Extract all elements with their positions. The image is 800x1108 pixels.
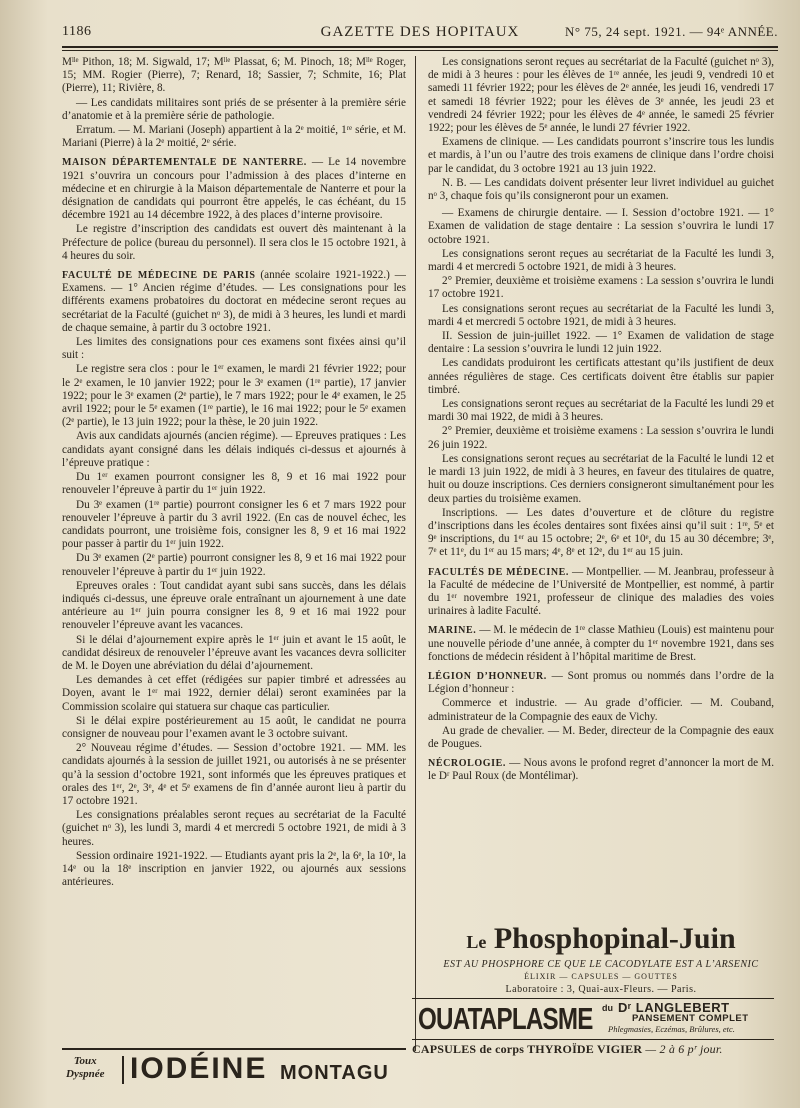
section-heading-marine: MARINE. [428, 625, 477, 637]
article-paragraph: Le registre d’inscription des candidats est ouvert dès maintenant à la Préfecture de police (bureau du personnel). Il sera clos le 15 octobre 1921, à 4 heures du soir. [62, 223, 406, 262]
ad-iod-lab: MONTAGU [280, 1062, 389, 1084]
article-paragraph: Du 1ᵉʳ examen pourront consigner les 8, 9 et 16 mai 1922 pour renouveler l’épreuve à partir du 1ᵉʳ juin 1922. [62, 471, 406, 497]
section-body: (année scolaire 1921-1922.) — Examens. — 1° Ancien régime d’études. — Les consignations pour les différents examens probatoires du doctorat en médecine seront reçues au secrétariat de la Faculté (guichet nᵒ 3), de midi à 3 heures, les lundi et mardi de chaque semaine, à partir du 3 octobre 1921. [62, 269, 406, 334]
article-paragraph: Les limites des consignations pour ces examens sont fixées ainsi qu’il suit : [62, 336, 406, 362]
section-body: — Sont promus ou nommés dans l’ordre de la Légion d’honneur : [428, 669, 774, 696]
ad-iod-name: IODÉINE [130, 1052, 268, 1085]
section-body: — M. le médecin de 1ʳᵉ classe Mathieu (Louis) est maintenu pour une nouvelle période d’une année, à compter du 1ᵉʳ novembre 1921, dans ses fonctions de médecin résident à l’hôpital maritime de Brest. [428, 624, 774, 663]
ad-iod-symptoms [66, 1055, 105, 1081]
article-paragraph: Du 3ᵉ examen (2ᵉ partie) pourront consigner les 8, 9 et 16 mai 1922 pour renouveler l’épreuve à partir du 1ᵉʳ juin 1922. [62, 552, 406, 578]
ad-phos-le: Le [466, 932, 487, 952]
section-body: — Montpellier. — M. Jeanbrau, professeur à la Faculté de médecine de l’Université de Montpellier, est nommé, à partir du 1ᵉʳ novembre 1921, professeur de clinique des maladies des voies urinaires à ladite Faculté. [428, 565, 774, 618]
section-heading-facultes: FACULTÉS DE MÉDECINE. [428, 566, 570, 578]
article-paragraph: Les consignations préalables seront reçues au secrétariat de la Faculté (guichet nᵒ 3), les lundi 3, mardi 4 et mercredi 5 octobre 1921, de midi à 3 heures. [62, 809, 406, 848]
article-paragraph: Du 3ᵉ examen (1ʳᵉ partie) pourront consigner les 6 et 7 mars 1922 pour renouveler l’épreuve à partir du 3 avril 1922. (En cas de nouvel échec, les candidats pourront, une troisième fois, consigner les 8, 9 et 16 mai 1922 pour passer à partir du 1ᵉʳ juin 1922. [62, 498, 406, 551]
ad-iodeine [62, 1048, 406, 1090]
article-paragraph: Mˡˡᵉ Pithon, 18; M. Sigwald, 17; Mˡˡᵉ Plassat, 6; M. Pinoch, 18; Mˡˡᵉ Roger, 15; MM. Rogier (Pierre), 7; Renard, 18; Sassier, 7; Schmite, 16; Plat (Pierre), 11; Rivière, 8. [62, 56, 406, 95]
article-paragraph: Le registre sera clos : pour le 1ᵉʳ examen, le mardi 21 février 1922; pour le 2ᵉ examen, le 10 janvier 1922; pour le 3ᵉ examen (1ʳᵉ partie), 17 janvier 1922; pour le 3ᵉ examen (2ᵉ partie), le 7 mars 1922; pour le 4ᵉ examen, le 25 avril 1922; pour le 5ᵉ examen (1ʳᵉ partie), le 16 mai 1922; pour le 5ᵉ examen (2ᵉ partie), le 13 juin 1922; pour la thèse, le 20 juin 1922. [62, 363, 406, 429]
column-divider [415, 56, 416, 1051]
section-heading-necrologie: NÉCROLOGIE. [428, 758, 507, 770]
header-rule-thin [62, 50, 778, 51]
ad-caps-dose: — 2 à 6 pʳ jour. [645, 1042, 723, 1056]
ad-ouata-doctor: Dʳ LANGLEBERT [618, 1000, 730, 1015]
section-heading-legion: LÉGION D’HONNEUR. [428, 670, 547, 682]
ad-iod-symptom: Toux [73, 1055, 97, 1067]
article-paragraph: 2° Nouveau régime d’études. — Session d’octobre 1921. — MM. les candidats ajournés à la session de juillet 1921, ou autorisés à ne se présenter qu’à la session d’octobre 1921, sont informés que les épreuves pratiques et orales des 1ᵉʳ, 2ᵉ, 3ᵉ, 4ᵉ et 5ᵉ examens de fin d’année auront lieu à partir du 17 octobre 1921. [62, 742, 406, 807]
section-heading-nanterre: MAISON DÉPARTEMENTALE DE NANTERRE. [62, 157, 307, 169]
article-paragraph: Au grade de chevalier. — M. Beder, directeur de la Compagnie des eaux de Pougues. [428, 724, 774, 750]
section-body: — Le 14 novembre 1921 s’ouvrira un concours pour l’admission à des places d’interne en médecine et en chirurgie à la Maison départementale de Nanterre et pour la désignation de candidats qui pourront être appelés, le cas échéant, du 15 décembre 1921 au 14 décembre 1922, à des places d’interne provisoire. [62, 156, 406, 222]
article-paragraph: — Examens de chirurgie dentaire. — I. Session d’octobre 1921. — 1° Examen de validation de stage dentaire : La session s’ouvrira le lundi 17 octobre 1921. [428, 207, 774, 246]
ad-phos-tagline: EST AU PHOSPHORE CE QUE LE CACODYLATE EST A L’ARSENIC [443, 959, 759, 970]
article-paragraph: Les consignations seront reçues au secrétariat de la Faculté les lundi 3, mardi 4 et mercredi 5 octobre 1921, de midi à 3 heures. [428, 302, 774, 328]
article-paragraph: Epreuves orales : Tout candidat ayant subi sans succès, dans les délais indiqués ci-dessus, une épreuve orale entraînant un ajournement à une date antérieure au 1ᵉʳ juin pourra consigner les 8, 9 et 16 mai 1922 pour renouveler l’épreuve avant les vacances. [62, 579, 406, 632]
ad-ouata-du: du [602, 1003, 613, 1013]
article-paragraph: Avis aux candidats ajournés (ancien régime). — Epreuves pratiques : Les candidats ayant consigné dans les délais indiqués ci-dessus et ajournés à l’épreuve pratique : [62, 430, 406, 469]
header-rule-thick [62, 46, 778, 48]
ad-iod-symptom: Dyspnée [66, 1068, 105, 1080]
ad-phos-lab: Laboratoire : 3, Quai-aux-Fleurs. — Paris. [505, 984, 697, 995]
ad-iod-divider [122, 1056, 124, 1084]
ad-ouata-uses: Phlegmasies, Eczémas, Brûlures, etc. [608, 1024, 735, 1034]
ad-phos-forms: ÉLIXIR — CAPSULES — GOUTTES [524, 972, 678, 981]
article-paragraph: Inscriptions. — Les dates d’ouverture et de clôture du registre d’inscriptions dans les écoles dentaires sont fixées ainsi qu’il suit : 1ʳᵉ, 5ᵉ et 9ᵉ inscriptions, du 1ᵉʳ au 15 octobre; 2ᵉ, 6ᵉ et 10ᵉ, du 15 au 30 décembre; 3ᵉ, 7ᵉ et 11ᵉ, du 1ᵉʳ au 15 mars; 4ᵉ, 8ᵉ et 12ᵉ, du 1ᵉʳ au 15 juin. [428, 506, 774, 559]
article-paragraph: Erratum. — M. Mariani (Joseph) appartient à la 2ᵉ moitié, 1ʳᵉ série, et M. Mariani (Pierre) à la 2ᵉ moitié, 2ᵉ série. [62, 124, 406, 150]
article-paragraph: Les consignations seront reçues au secrétariat de la Faculté les lundi 3, mardi 4 et mercredi 5 octobre 1921, de midi à 3 heures. [428, 247, 774, 274]
article-paragraph: 2° Premier, deuxième et troisième examens : La session s’ouvrira le lundi 17 octobre 1921. [428, 275, 774, 301]
article-paragraph: Les consignations seront reçues au secrétariat de la Faculté les lundi 29 et mardi 30 mai 1922, de midi à 3 heures. [428, 398, 774, 424]
section-heading-faculte: FACULTÉ DE MÉDECINE DE PARIS [62, 270, 256, 282]
ad-phosphopinal [428, 922, 774, 998]
section-body: — Nous avons le profond regret d’annoncer la mort de M. le Dʳ Paul Roux (de Montélimar). [428, 757, 774, 783]
ad-ouata-pansement: PANSEMENT COMPLET [632, 1013, 749, 1024]
article-paragraph: Les consignations seront reçues au secrétariat de la Faculté (guichet nᵒ 3), de midi à 3 heures : pour les élèves de 1ʳᵉ année, les jeudi 9, vendredi 10 et samedi 11 février 1922; pour les élèves de 2ᵉ année, les jeudi 16, vendredi 17 et samedi 18 février 1922; pour les élèves de 3ᵉ année, les jeudi 23 et vendredi 24 février 1922; pour les élèves de 4ᵉ année, le samedi 25 février 1922; pour les élèves de 5ᵉ année, le lundi 27 février 1922. [428, 56, 774, 135]
article-paragraph: Examens de clinique. — Les candidats pourront s’inscrire tous les lundis et mardis, à l’un ou l’autre des trois examens de clinique dans l’ordre choisi par le candidat, du 3 octobre 1921 au 13 juin 1922. [428, 136, 774, 175]
page-number: 1186 [62, 24, 92, 39]
ad-phos-brand: Phosphopinal-Juin [493, 922, 736, 955]
article-paragraph: Commerce et industrie. — Au grade d’officier. — M. Couband, administrateur de la Compagnie des eaux de Vichy. [428, 697, 774, 723]
article-paragraph: Si le délai d’ajournement expire après le 1ᵉʳ juin et avant le 15 août, le candidat désireux de renouveler l’épreuve avant les vacances devra solliciter de M. le Doyen une abréviation du délai d’ajournement. [62, 633, 406, 672]
ad-ouata-name: OUATAPLASME [418, 1001, 593, 1036]
right-column [428, 56, 774, 918]
left-column [62, 56, 406, 1046]
page-header [62, 20, 778, 46]
ad-capsules-thyroide [412, 1042, 774, 1058]
ad-caps-main: CAPSULES de corps THYROÏDE VIGIER [412, 1042, 643, 1056]
article-paragraph: Les consignations seront reçues au secrétariat de la Faculté le lundi 12 et le mardi 13 juin 1922, de midi à 3 heures, en faveur des titulaires de quatre, huit ou douze inscriptions. Ces derniers consigneront simultanément pour les deux parties du troisième examen. [428, 452, 774, 505]
issue-line: N° 75, 24 sept. 1921. — 94ᵉ ANNÉE. [565, 24, 778, 39]
article-paragraph: Session ordinaire 1921-1922. — Etudiants ayant pris la 2ᵉ, la 6ᵉ, la 10ᵉ, la 14ᵉ ou la 18ᵉ inscription en janvier 1922, ou ajournés aux sessions antérieures. [62, 849, 406, 889]
article-paragraph: — Les candidats militaires sont priés de se présenter à la première série d’anatomie et à la première série de pathologie. [62, 96, 406, 122]
article-paragraph: Si le délai expire postérieurement au 15 août, le candidat ne pourra consigner de nouveau pour l’examen avant le 3 octobre suivant. [62, 714, 406, 740]
ad-ouataplasme [412, 998, 774, 1040]
article-paragraph: Les candidats produiront les certificats attestant qu’ils justifient de deux années régulières de stage. Ces certificats doivent être établis sur papier timbré. [428, 357, 774, 396]
article-paragraph: N. B. — Les candidats doivent présenter leur livret individuel au guichet nᵒ 3, chaque fois qu’ils consigneront pour un examen. [428, 176, 774, 203]
article-paragraph: II. Session de juin-juillet 1922. — 1° Examen de validation de stage dentaire : La session s’ouvrira le lundi 12 juin 1922. [428, 330, 774, 356]
article-paragraph: Les demandes à cet effet (rédigées sur papier timbré et adressées au Doyen, avant le 1ᵉʳ mai 1922, dernier délai) seront examinées par la Commission scolaire qui statuera sur chaque cas particulier. [62, 674, 406, 713]
article-paragraph: 2° Premier, deuxième et troisième examens : La session s’ouvrira le lundi 26 juin 1922. [428, 425, 774, 451]
journal-title: GAZETTE DES HOPITAUX [320, 24, 520, 40]
